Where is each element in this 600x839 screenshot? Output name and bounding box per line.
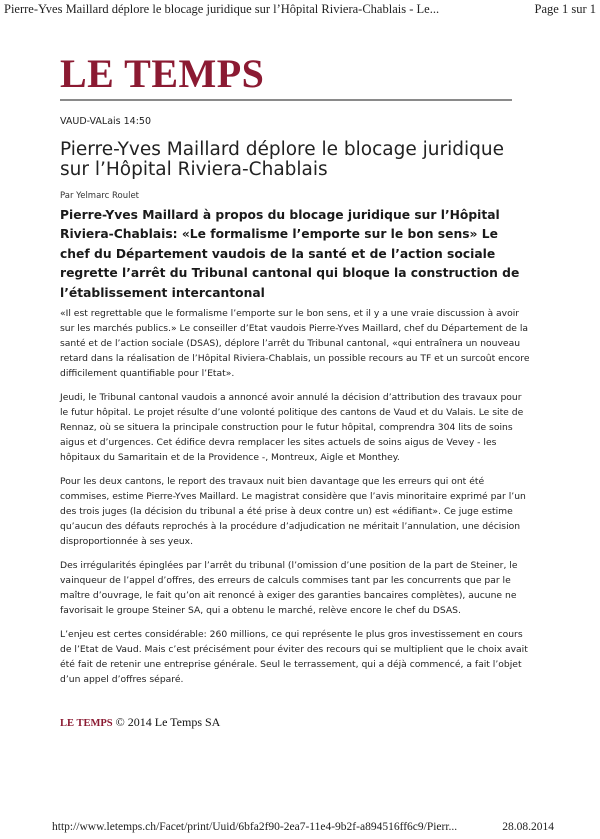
article-paragraph: «Il est regrettable que le formalisme l’emporte sur le bon sens, et il y a une vraie discussion à avoir sur les marchés publics.» Le conseiller d’Etat vaudois Pierre-Yves Maillard, chef du Département de la santé et de l’action sociale (DSAS), déplore l’arrêt du Tribunal cantonal, «qui entraînera un nouveau retard dans la réalisation de l’Hôpital Riviera-Chablais, un possible recours au TF et un surcoût encore difficilement quantifiable pour l’Etat». [60,308,530,379]
copyright-text: © 2014 Le Temps SA [115,715,221,729]
print-footer-url[interactable]: http://www.letemps.ch/Facet/print/Uuid/6bfa2f90-2ea7-11e4-9b2f-a894516ff6c9/Pierr... [52,821,458,833]
byline: Par Yelmarc Roulet [60,191,140,201]
print-footer-date: 28.08.2014 [502,821,554,833]
print-header-title: Pierre-Yves Maillard déplore le blocage juridique sur l’Hôpital Riviera-Chablais - Le... [4,2,440,16]
article-paragraph: Des irrégularités épinglées par l’arrêt du tribunal (l’omission d’une position de la part de Steiner, le vainqueur de l’appel d’offres, des erreurs de calculs commises tant par les concurrents que par le maître d’ouvrage, le fait qu’on ait renoncé à exiger des garanties bancaires complètes), aucune ne favorisait le groupe Steiner SA, qui a obtenu le marché, relève encore le chef du DSAS. [60,560,518,616]
print-footer [52,821,554,835]
header-divider [60,99,512,101]
footer-logo: LE TEMPS [60,718,113,729]
article-lead: Pierre-Yves Maillard à propos du blocage juridique sur l’Hôpital Riviera-Chablais: «Le formalisme l’emporte sur le bon sens» Le chef du Département vaudois de la santé et de l’action sociale regrette l’arrêt du Tribunal cantonal qui bloque la construction de l’établissement intercantonal [60,208,520,300]
article-headline: Pierre-Yves Maillard déplore le blocage juridique sur l’Hôpital Riviera-Chablais [60,139,504,180]
article-paragraph: Pour les deux cantons, le report des travaux nuit bien davantage que les erreurs qui ont été commises, estime Pierre-Yves Maillard. Le magistrat considère que l’avis minoritaire exprimé par l’un des trois juges (la décision du tribunal a été prise à deux contre un) est «édifiant». Ce juge estime qu’aucun des défauts reprochés à la procédure d’adjudication ne méritait l’annulation, une décision disproportionnée à ses yeux. [60,476,526,547]
copyright-notice [60,715,220,730]
article-paragraph: Jeudi, le Tribunal cantonal vaudois a annoncé avoir annulé la décision d’attribution des travaux pour le futur hôpital. Le projet résulte d’une volonté politique des cantons de Vaud et du Valais. Le site de Rennaz, où se situera la principale construction pour le futur hôpital, comprendra 304 lits de soins aigus et d’urgences. Cet édifice devra remplacer les sites actuels de soins aigus de Vevey - les hôpitaux du Samaritain et de la Providence -, Montreux, Aigle et Monthey. [60,392,524,463]
article-paragraph: L’enjeu est certes considérable: 260 millions, ce qui représente le plus gros investissement en cours de l’Etat de Vaud. Mais c’est précisément pour éviter des recours qui se multiplient que le choix avait été fait de retenir une entreprise générale. Seul le terrassement, qui a déjà commencé, a fait l’objet d’un appel d’offres séparé. [60,629,528,685]
print-header-page: Page 1 sur 1 [534,2,596,16]
section-label: VAUD-VALais 14:50 [60,116,152,127]
print-header [4,2,596,18]
newspaper-logo[interactable]: LE TEMPS [60,51,265,96]
article-body [60,306,530,696]
